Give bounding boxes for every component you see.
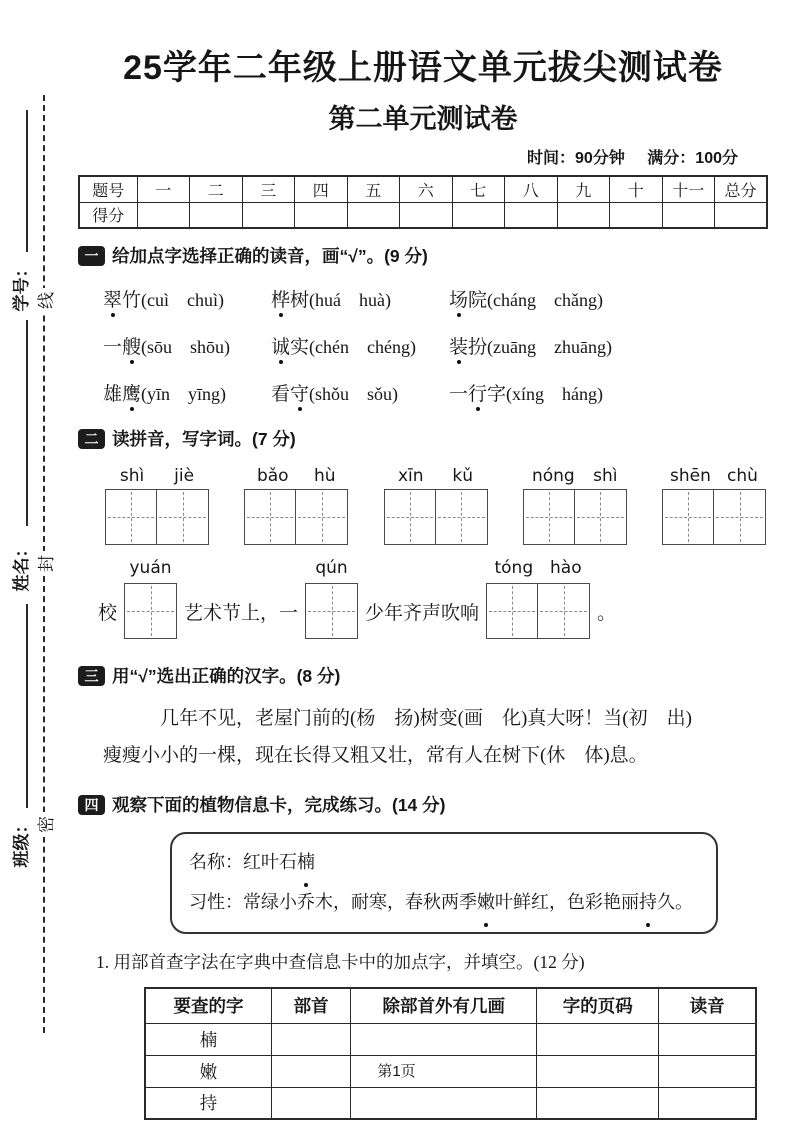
score-blank-cell bbox=[715, 202, 768, 228]
pinyin-label bbox=[124, 558, 177, 578]
item-text: 字 bbox=[487, 384, 507, 405]
score-blank-cell bbox=[137, 202, 190, 228]
seal-char-xian: 线 bbox=[32, 288, 57, 313]
seal-char-feng: 封 bbox=[32, 551, 57, 576]
dict-header-cell: 读音 bbox=[659, 988, 756, 1023]
pinyin-options: (sōu shōu) bbox=[141, 337, 231, 357]
pinyin-label bbox=[523, 466, 627, 486]
pronunciation-item bbox=[449, 379, 768, 406]
question-4-title: 观察下面的植物信息卡，完成练习。(14 分) bbox=[112, 795, 446, 815]
pinyin-syllable: qún bbox=[315, 558, 348, 578]
question-1-title: 给加点字选择正确的读音，画“√”。(9 分) bbox=[112, 246, 428, 266]
seal-char-mi: 密 bbox=[32, 812, 57, 837]
writing-cell bbox=[487, 584, 538, 638]
dict-blank-cell bbox=[351, 1087, 537, 1119]
student-info-blank-line bbox=[26, 604, 28, 808]
writing-cell bbox=[524, 490, 575, 544]
dotted-char: 守 bbox=[290, 379, 309, 406]
sentence-text: 校 bbox=[98, 602, 118, 624]
student-class-label: 班级： bbox=[11, 816, 31, 868]
score-blank-cell bbox=[400, 202, 453, 228]
card-text: 叶鲜红，色彩艳丽 bbox=[495, 892, 639, 912]
card-text: 习性：常绿小乔木，耐寒，春秋两季 bbox=[189, 892, 477, 912]
pinyin-syllable: shēn bbox=[670, 466, 711, 486]
score-blank-cell bbox=[557, 202, 610, 228]
dotted-char: 桦 bbox=[271, 285, 290, 312]
student-name-label: 姓名： bbox=[11, 540, 31, 592]
dotted-char: 持 bbox=[639, 882, 657, 922]
dict-blank-cell bbox=[271, 1087, 350, 1119]
score-header-cell: 题号 bbox=[79, 176, 137, 202]
pinyin-syllable: bǎo bbox=[256, 466, 289, 486]
dotted-char: 诚 bbox=[271, 332, 290, 359]
pinyin-syllable: tóng bbox=[494, 558, 534, 578]
question-number-badge: 一 bbox=[78, 246, 105, 266]
dict-char-cell: 楠 bbox=[145, 1023, 271, 1055]
writing-grid bbox=[305, 583, 358, 639]
dotted-char: 场 bbox=[449, 285, 468, 312]
item-text: 竹 bbox=[122, 290, 142, 311]
question-number-badge: 二 bbox=[78, 429, 105, 449]
pinyin-options: (cháng chǎng) bbox=[487, 290, 603, 310]
dict-header-cell: 部首 bbox=[271, 988, 350, 1023]
writing-grid bbox=[523, 489, 627, 545]
pinyin-label bbox=[662, 466, 766, 486]
pinyin-syllable: shì bbox=[119, 466, 145, 486]
dict-header-row bbox=[145, 988, 756, 1023]
writing-cell bbox=[436, 490, 487, 544]
dict-char-cell: 持 bbox=[145, 1087, 271, 1119]
pinyin-syllable: yuán bbox=[129, 558, 172, 578]
dict-blank-cell bbox=[271, 1023, 350, 1055]
writing-grid bbox=[486, 583, 590, 639]
dict-blank-cell bbox=[537, 1087, 659, 1119]
score-header-cell: 八 bbox=[505, 176, 558, 202]
pinyin-label bbox=[486, 558, 590, 578]
dotted-char: 嫩 bbox=[477, 882, 495, 922]
score-row-label: 得分 bbox=[79, 202, 137, 228]
writing-grid bbox=[244, 489, 348, 545]
pinyin-syllable: hù bbox=[313, 466, 336, 486]
pronunciation-item bbox=[449, 332, 768, 359]
writing-cell bbox=[575, 490, 626, 544]
writing-grid bbox=[105, 489, 209, 545]
writing-cell bbox=[245, 490, 296, 544]
passage-line: 几年不见，老屋门前的(杨 扬)树变(画 化)真大呀！当(初 出) bbox=[160, 708, 692, 729]
dict-header-cell: 字的页码 bbox=[537, 988, 659, 1023]
exam-full-score: 满分：100分 bbox=[647, 150, 738, 167]
score-blank-cell bbox=[452, 202, 505, 228]
score-blank-cell bbox=[610, 202, 663, 228]
sentence-text: 艺术节上，一 bbox=[184, 602, 299, 624]
card-name-line bbox=[189, 842, 699, 882]
student-id-label: 学号： bbox=[11, 260, 31, 312]
writing-grid bbox=[124, 583, 177, 639]
writing-cell bbox=[714, 490, 765, 544]
question-4-header bbox=[78, 792, 768, 817]
dotted-char: 行 bbox=[468, 379, 487, 406]
question-3-passage bbox=[103, 700, 766, 774]
dict-blank-cell bbox=[537, 1023, 659, 1055]
score-header-cell: 一 bbox=[137, 176, 190, 202]
dotted-char: 楠 bbox=[297, 842, 315, 882]
sentence-text: 少年齐声吹响 bbox=[365, 602, 480, 624]
writing-cell bbox=[663, 490, 714, 544]
score-header-cell: 十一 bbox=[662, 176, 715, 202]
student-info-blank-line bbox=[26, 110, 28, 252]
pinyin-options: (shǒu sǒu) bbox=[309, 384, 399, 404]
unit-subtitle: 第二单元测试卷 bbox=[328, 104, 518, 134]
writing-grid bbox=[662, 489, 766, 545]
pinyin-grid-group bbox=[523, 466, 627, 545]
paper-body bbox=[78, 40, 768, 1120]
writing-cell bbox=[157, 490, 208, 544]
score-table bbox=[78, 175, 768, 229]
pinyin-grid-group bbox=[124, 558, 177, 639]
pronunciation-item bbox=[103, 332, 271, 359]
pronunciation-item bbox=[449, 285, 768, 312]
score-header-cell: 四 bbox=[295, 176, 348, 202]
card-text: 名称：红叶石 bbox=[189, 852, 297, 872]
pinyin-options: (yīn yīng) bbox=[141, 384, 227, 404]
pinyin-grid-group bbox=[486, 558, 590, 639]
pinyin-syllable: shì bbox=[593, 466, 618, 486]
pinyin-label bbox=[105, 466, 209, 486]
writing-cell bbox=[538, 584, 589, 638]
score-header-cell: 六 bbox=[400, 176, 453, 202]
score-blank-cell bbox=[505, 202, 558, 228]
question-2-header bbox=[78, 426, 768, 451]
dotted-char: 翠 bbox=[103, 285, 122, 312]
question-3-header bbox=[78, 663, 768, 688]
score-header-row bbox=[79, 176, 767, 202]
score-header-cell: 五 bbox=[347, 176, 400, 202]
score-blank-cell bbox=[295, 202, 348, 228]
exam-info-line bbox=[78, 145, 768, 168]
exam-time: 时间：90分钟 bbox=[527, 150, 625, 167]
score-input-row bbox=[79, 202, 767, 228]
item-text: 一 bbox=[449, 384, 469, 405]
pinyin-grid-group bbox=[105, 466, 209, 545]
page-number: 第1页 bbox=[377, 1063, 416, 1080]
dict-blank-cell bbox=[659, 1087, 756, 1119]
pinyin-options: (huá huà) bbox=[309, 290, 391, 310]
pinyin-syllable: jiè bbox=[174, 466, 195, 486]
dict-row bbox=[145, 1087, 756, 1119]
dotted-char: 鹰 bbox=[122, 379, 141, 406]
score-blank-cell bbox=[347, 202, 400, 228]
score-header-cell: 七 bbox=[452, 176, 505, 202]
paper-title: 25学年二年级上册语文单元拔尖测试卷 bbox=[123, 49, 723, 87]
pinyin-label bbox=[384, 466, 488, 486]
pinyin-grid-group bbox=[244, 466, 348, 545]
card-habit-line bbox=[189, 882, 699, 922]
writing-cell bbox=[106, 490, 157, 544]
question-1-header bbox=[78, 243, 768, 268]
dictionary-lookup-table bbox=[144, 987, 757, 1120]
pinyin-grid-group bbox=[384, 466, 488, 545]
question-4-sub1: 1. 用部首查字法在字典中查信息卡中的加点字，并填空。(12 分) bbox=[96, 952, 585, 972]
score-blank-cell bbox=[190, 202, 243, 228]
score-header-cell: 十 bbox=[610, 176, 663, 202]
item-text: 雄 bbox=[103, 384, 123, 405]
question-number-badge: 三 bbox=[78, 666, 105, 686]
pinyin-options: (zuāng zhuāng) bbox=[487, 337, 612, 357]
score-header-cell: 九 bbox=[557, 176, 610, 202]
dict-row bbox=[145, 1023, 756, 1055]
plant-info-card bbox=[170, 832, 718, 934]
score-header-cell: 三 bbox=[242, 176, 295, 202]
writing-cell bbox=[385, 490, 436, 544]
question-1-items bbox=[103, 285, 768, 406]
pronunciation-item bbox=[271, 285, 449, 312]
card-text: 久。 bbox=[657, 892, 693, 912]
dict-char-cell: 嫩 bbox=[145, 1055, 271, 1087]
fill-in-sentence bbox=[98, 558, 768, 639]
pinyin-syllable: hào bbox=[550, 558, 582, 578]
writing-grid bbox=[384, 489, 488, 545]
dict-blank-cell bbox=[659, 1023, 756, 1055]
dotted-char: 艘 bbox=[122, 332, 141, 359]
item-text: 树 bbox=[290, 290, 310, 311]
pinyin-syllable: kǔ bbox=[452, 466, 474, 486]
pinyin-grid-group bbox=[305, 558, 358, 639]
pinyin-syllable: chù bbox=[727, 466, 758, 486]
dotted-char: 装 bbox=[449, 332, 468, 359]
pinyin-options: (xíng háng) bbox=[506, 384, 604, 404]
dict-header-cell: 要查的字 bbox=[145, 988, 271, 1023]
question-3-title: 用“√”选出正确的汉字。(8 分) bbox=[112, 666, 341, 686]
item-text: 实 bbox=[290, 337, 310, 358]
pronunciation-item bbox=[271, 379, 449, 406]
score-header-cell: 总分 bbox=[715, 176, 768, 202]
pronunciation-item bbox=[271, 332, 449, 359]
question-2-title: 读拼音，写字词。(7 分) bbox=[112, 429, 296, 449]
pinyin-writing-row bbox=[105, 466, 766, 545]
item-text: 看 bbox=[271, 384, 291, 405]
writing-cell bbox=[296, 490, 347, 544]
pronunciation-item bbox=[103, 285, 271, 312]
pinyin-syllable: xīn bbox=[397, 466, 424, 486]
score-blank-cell bbox=[242, 202, 295, 228]
pinyin-syllable: nóng bbox=[531, 466, 575, 486]
writing-cell bbox=[125, 584, 176, 638]
pinyin-grid-group bbox=[662, 466, 766, 545]
writing-cell bbox=[306, 584, 357, 638]
item-text: 一 bbox=[103, 337, 123, 358]
pinyin-options: (chén chéng) bbox=[309, 337, 416, 357]
dict-header-cell: 除部首外有几画 bbox=[351, 988, 537, 1023]
pronunciation-item bbox=[103, 379, 271, 406]
pinyin-label bbox=[305, 558, 358, 578]
pinyin-label bbox=[244, 466, 348, 486]
item-text: 扮 bbox=[468, 337, 488, 358]
dict-blank-cell bbox=[351, 1023, 537, 1055]
score-header-cell: 二 bbox=[190, 176, 243, 202]
pinyin-options: (cuì chuì) bbox=[141, 290, 224, 310]
passage-line: 瘦瘦小小的一棵，现在长得又粗又壮，常有人在树下(休 体)息。 bbox=[103, 745, 648, 766]
student-info-blank-line bbox=[26, 320, 28, 526]
question-number-badge: 四 bbox=[78, 795, 105, 815]
score-blank-cell bbox=[662, 202, 715, 228]
sentence-text: 。 bbox=[597, 602, 617, 624]
item-text: 院 bbox=[468, 290, 488, 311]
